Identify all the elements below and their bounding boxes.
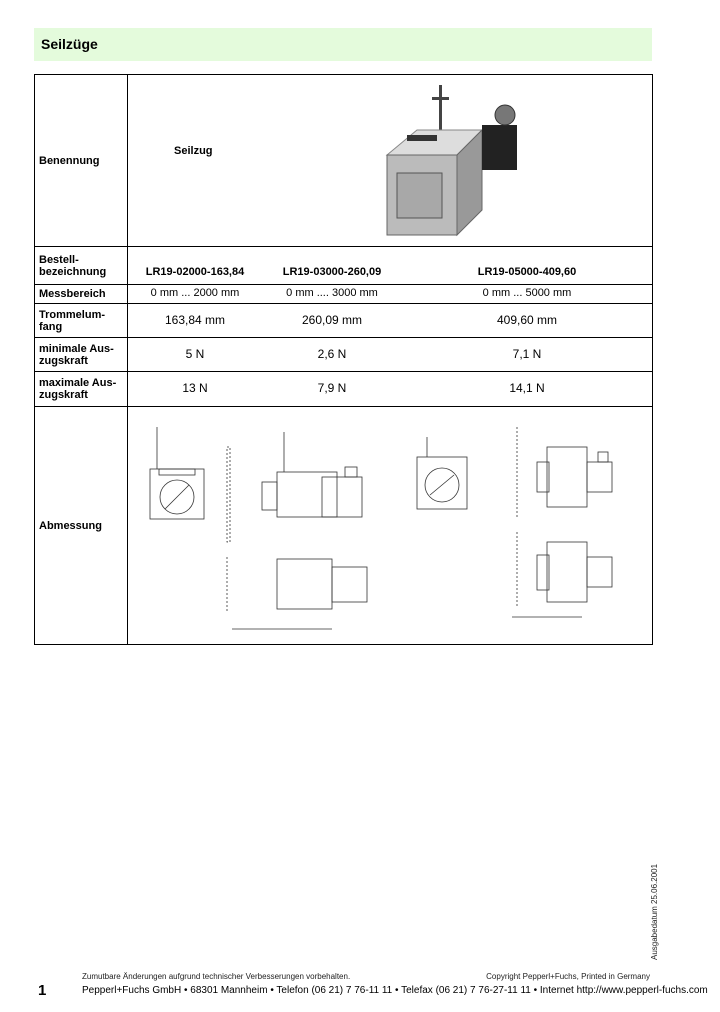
table-row bbox=[35, 372, 653, 407]
page-title: Seilzüge bbox=[41, 36, 98, 52]
footer-note: Zumutbare Änderungen aufgrund technischer Verbesserungen vorbehalten. bbox=[82, 972, 351, 981]
label-messbereich: Messbereich bbox=[35, 285, 128, 304]
table-row bbox=[35, 285, 653, 304]
table-row bbox=[35, 75, 653, 247]
product-photo bbox=[377, 85, 527, 245]
min-force-value: 5 N bbox=[185, 347, 205, 361]
label-max-force: maximale Aus-zugskraft bbox=[35, 372, 128, 407]
range-value: 0 mm .... 3000 mm bbox=[286, 287, 378, 299]
table-row bbox=[35, 247, 653, 285]
label-min-force: minimale Aus-zugskraft bbox=[35, 338, 128, 372]
order-code: LR19-05000-409,60 bbox=[477, 266, 577, 278]
range-value: 0 mm ... 2000 mm bbox=[150, 287, 240, 299]
label-trommel: Trommelum-fang bbox=[35, 304, 128, 338]
max-force-value: 13 N bbox=[182, 381, 208, 395]
table-row bbox=[35, 304, 653, 338]
benennung-value: Seilzug bbox=[174, 145, 213, 157]
spec-table bbox=[34, 74, 653, 645]
footer-copyright: Copyright Pepperl+Fuchs, Printed in Germany bbox=[486, 972, 650, 981]
order-code: LR19-03000-260,09 bbox=[282, 266, 382, 278]
label-bestell: Bestell-bezeichnung bbox=[35, 247, 128, 285]
label-abmessung: Abmessung bbox=[35, 407, 128, 645]
title-bar bbox=[34, 28, 652, 61]
order-code: LR19-02000-163,84 bbox=[145, 266, 245, 278]
label-benennung: Benennung bbox=[35, 75, 128, 247]
range-value: 0 mm ... 5000 mm bbox=[482, 287, 572, 299]
max-force-value: 14,1 N bbox=[509, 381, 545, 395]
drum-value: 163,84 mm bbox=[164, 313, 226, 327]
drum-value: 409,60 mm bbox=[496, 313, 558, 327]
max-force-value: 7,9 N bbox=[317, 381, 347, 395]
footer-address: Pepperl+Fuchs GmbH • 68301 Mannheim • Telefon (06 21) 7 76-11 11 • Telefax (06 21) 7 76-27-11 11 • Internet http://www.pepperl-fuchs.com bbox=[82, 985, 708, 996]
dimension-drawings bbox=[132, 407, 652, 644]
min-force-value: 7,1 N bbox=[512, 347, 542, 361]
min-force-value: 2,6 N bbox=[317, 347, 347, 361]
table-row bbox=[35, 407, 653, 645]
table-row bbox=[35, 338, 653, 372]
drum-value: 260,09 mm bbox=[301, 313, 363, 327]
issue-date: Ausgabedatum 25.06.2001 bbox=[650, 863, 659, 960]
page-number: 1 bbox=[38, 982, 47, 999]
